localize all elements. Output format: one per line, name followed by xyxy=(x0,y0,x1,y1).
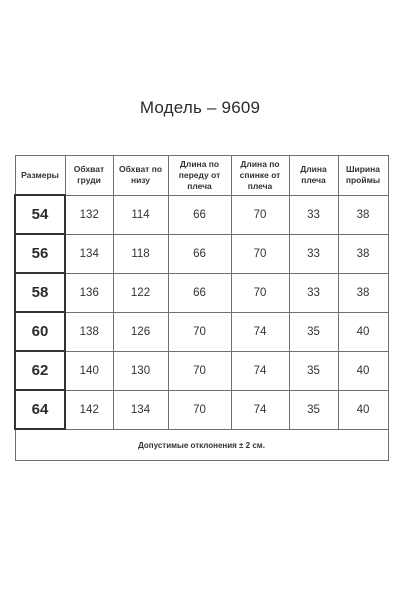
table-cell: 118 xyxy=(113,234,168,273)
table-cell: 74 xyxy=(231,312,289,351)
table-cell: 38 xyxy=(338,273,388,312)
table-row xyxy=(15,312,388,351)
table-cell: 33 xyxy=(289,273,338,312)
table-cell: 70 xyxy=(168,312,231,351)
table-cell: 70 xyxy=(231,273,289,312)
table-cell: 33 xyxy=(289,234,338,273)
table-row xyxy=(15,273,388,312)
table-row xyxy=(15,390,388,429)
table-cell: 40 xyxy=(338,390,388,429)
table-cell: 35 xyxy=(289,312,338,351)
table-row xyxy=(15,351,388,390)
header-shoulder-length: Длина плеча xyxy=(289,156,338,196)
table-body xyxy=(15,195,388,429)
table-cell: 40 xyxy=(338,351,388,390)
table-cell: 70 xyxy=(168,390,231,429)
table-cell: 138 xyxy=(65,312,113,351)
table-cell: 70 xyxy=(231,195,289,234)
size-cell: 56 xyxy=(15,234,65,273)
size-cell: 62 xyxy=(15,351,65,390)
footnote-row xyxy=(15,429,388,461)
table-cell: 114 xyxy=(113,195,168,234)
table-cell: 33 xyxy=(289,195,338,234)
table-row xyxy=(15,195,388,234)
table-cell: 140 xyxy=(65,351,113,390)
table-cell: 134 xyxy=(65,234,113,273)
header-front-length: Длина по переду от плеча xyxy=(168,156,231,196)
table-cell: 70 xyxy=(168,351,231,390)
size-cell: 54 xyxy=(15,195,65,234)
table-cell: 74 xyxy=(231,390,289,429)
table-cell: 126 xyxy=(113,312,168,351)
size-chart-table xyxy=(14,155,389,461)
table-cell: 66 xyxy=(168,273,231,312)
table-cell: 130 xyxy=(113,351,168,390)
header-sizes: Размеры xyxy=(15,156,65,196)
header-hem-girth: Обхват по низу xyxy=(113,156,168,196)
table-cell: 66 xyxy=(168,195,231,234)
table-cell: 38 xyxy=(338,234,388,273)
size-cell: 60 xyxy=(15,312,65,351)
table-cell: 132 xyxy=(65,195,113,234)
table-cell: 35 xyxy=(289,351,338,390)
table-cell: 40 xyxy=(338,312,388,351)
table-cell: 122 xyxy=(113,273,168,312)
header-chest-girth: Обхват груди xyxy=(65,156,113,196)
table-cell: 142 xyxy=(65,390,113,429)
tolerance-note: Допустимые отклонения ± 2 см. xyxy=(15,429,388,461)
table-cell: 38 xyxy=(338,195,388,234)
table-cell: 35 xyxy=(289,390,338,429)
table-row xyxy=(15,234,388,273)
table-cell: 136 xyxy=(65,273,113,312)
header-back-length: Длина по спинке от плеча xyxy=(231,156,289,196)
table-header-row xyxy=(15,156,388,196)
size-cell: 58 xyxy=(15,273,65,312)
page-title: Модель – 9609 xyxy=(139,98,261,117)
size-cell: 64 xyxy=(15,390,65,429)
table-cell: 134 xyxy=(113,390,168,429)
table-cell: 66 xyxy=(168,234,231,273)
table-cell: 70 xyxy=(231,234,289,273)
header-armhole-width: Ширина проймы xyxy=(338,156,388,196)
table-cell: 74 xyxy=(231,351,289,390)
